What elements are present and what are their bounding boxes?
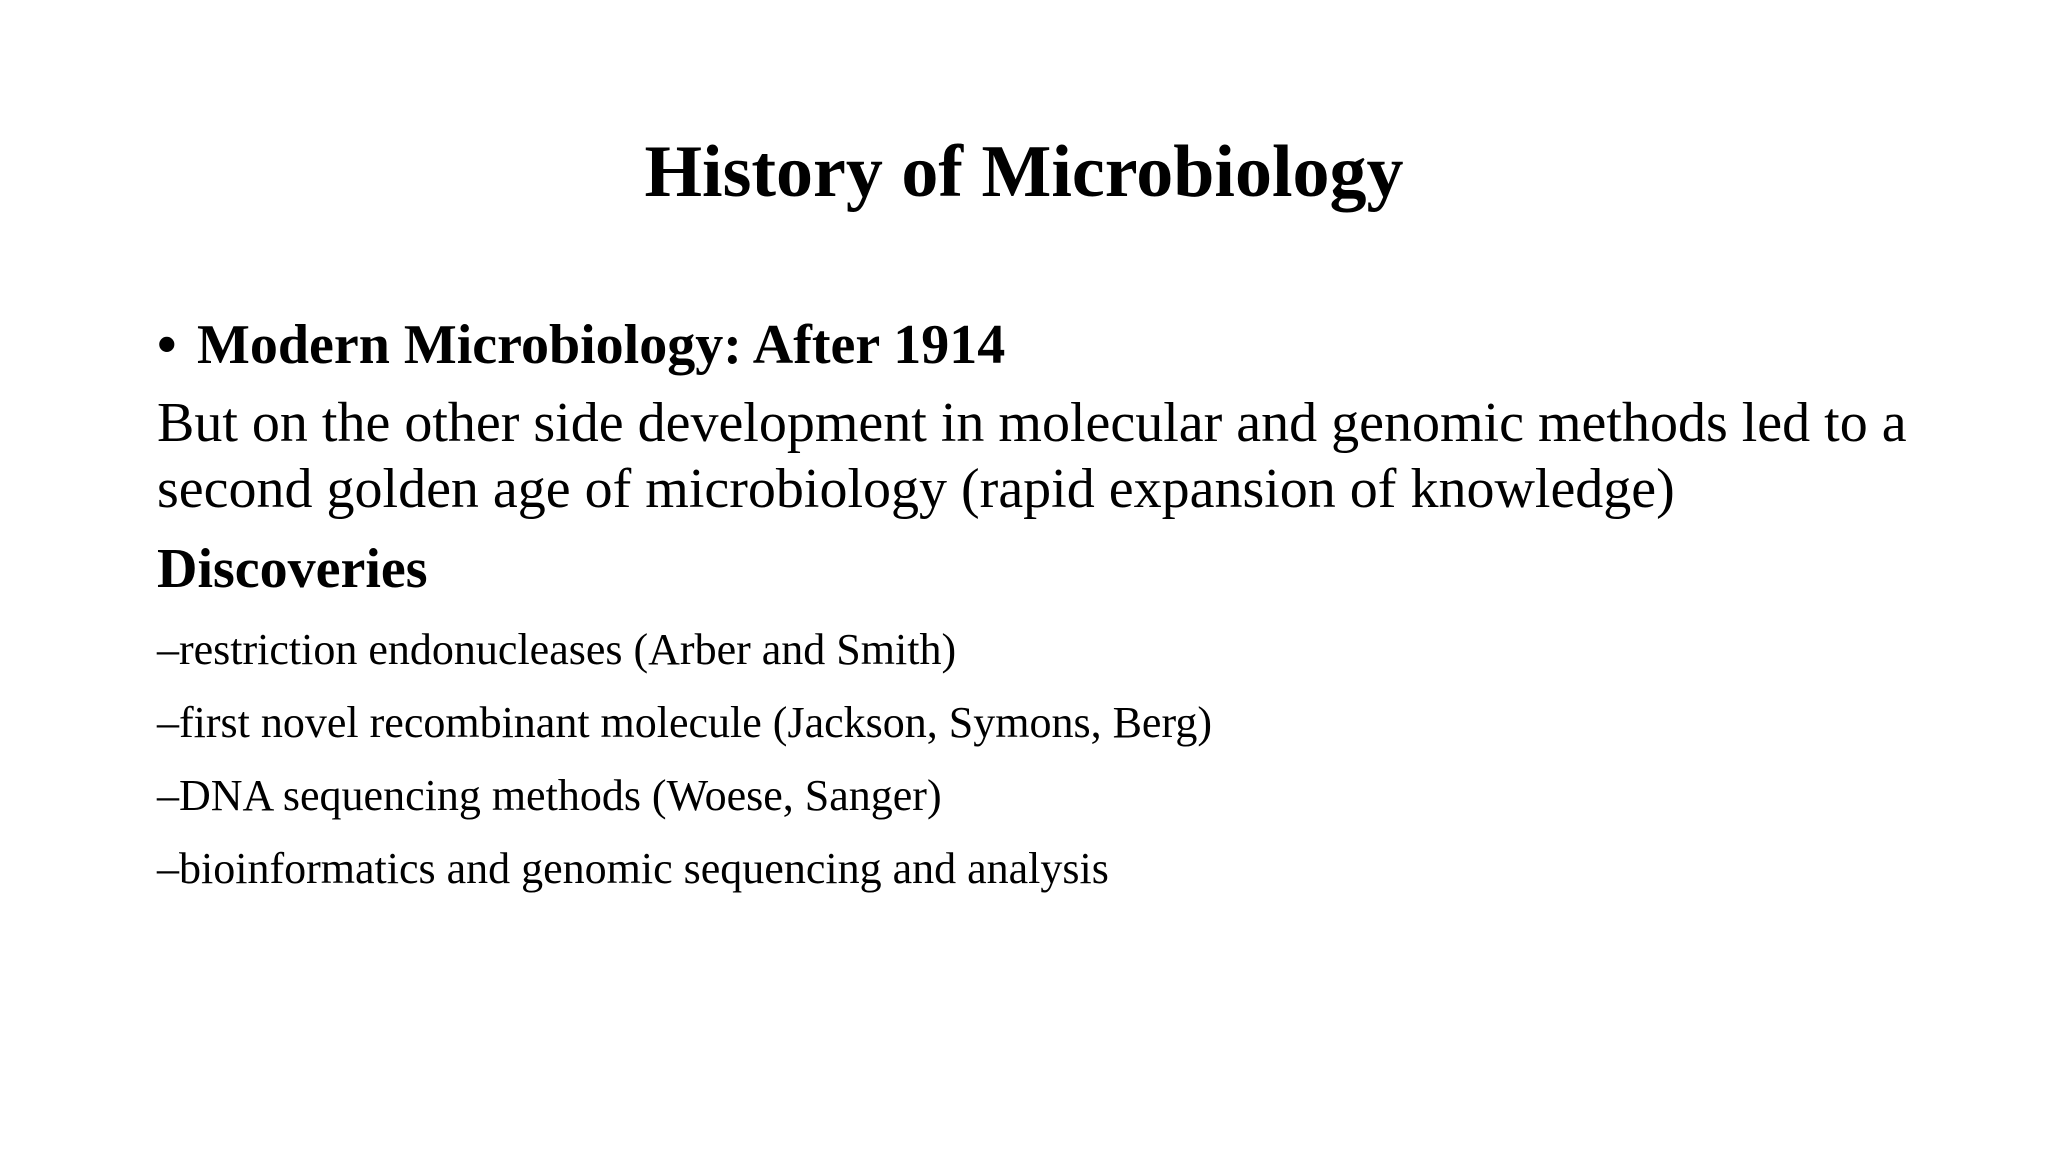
list-item <box>157 843 1917 895</box>
discoveries-heading: Discoveries <box>157 538 428 600</box>
bullet-icon: • <box>157 314 177 376</box>
slide-content <box>157 312 1917 916</box>
body-paragraph: But on the other side development in molecular and genomic methods led to a second golden age of microbiology (rapid expansion of knowledge) <box>157 392 1907 520</box>
discoveries-list <box>157 624 1917 895</box>
list-item-text: first novel recombinant molecule (Jackson, Symons, Berg) <box>179 698 1212 747</box>
bullet-item <box>157 312 1917 378</box>
list-item-text: bioinformatics and genomic sequencing and analysis <box>179 844 1109 893</box>
dash-icon: – <box>157 844 179 893</box>
bullet-text: Modern Microbiology: After 1914 <box>197 314 1006 376</box>
list-item <box>157 624 1917 676</box>
slide-title: History of Microbiology <box>644 131 1404 213</box>
list-item-text: restriction endonucleases (Arber and Smith) <box>179 625 957 674</box>
dash-icon: – <box>157 625 179 674</box>
dash-icon: – <box>157 698 179 747</box>
dash-icon: – <box>157 771 179 820</box>
list-item <box>157 770 1917 822</box>
list-item <box>157 697 1917 749</box>
list-item-text: DNA sequencing methods (Woese, Sanger) <box>179 771 942 820</box>
